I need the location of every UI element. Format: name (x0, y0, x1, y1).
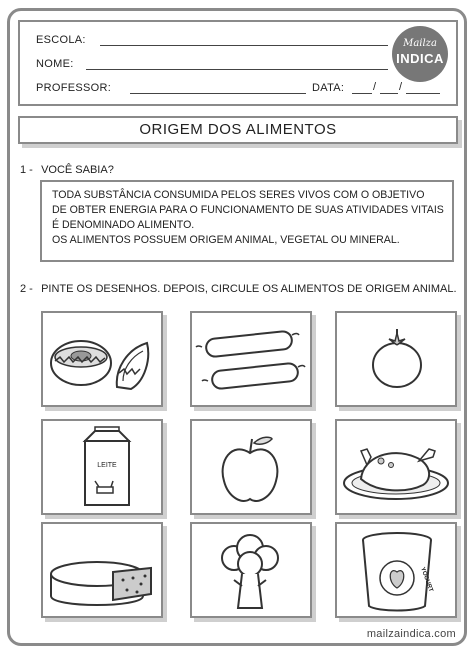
yogurt-icon (337, 524, 455, 616)
question-2 (20, 283, 457, 295)
date-month-field[interactable] (380, 93, 398, 94)
logo-brand-text: INDICA (396, 51, 444, 66)
sausage-icon (192, 313, 310, 405)
food-card-milk[interactable] (41, 419, 163, 515)
school-label: ESCOLA: (36, 34, 86, 46)
food-card-sausage[interactable] (190, 311, 312, 407)
question-2-number: 2 - (20, 283, 33, 295)
food-card-cheese[interactable] (41, 522, 163, 618)
brand-logo (392, 26, 448, 82)
date-year-field[interactable] (406, 93, 440, 94)
milk-carton-icon (43, 421, 161, 513)
question-1-text: VOCÊ SABIA? (41, 164, 114, 176)
question-1 (20, 164, 114, 176)
date-day-field[interactable] (352, 93, 372, 94)
name-label: NOME: (36, 58, 74, 70)
roast-chicken-icon (337, 421, 455, 513)
info-line-4: OS ALIMENTOS POSSUEM ORIGEM ANIMAL, VEGETAL OU MINERAL. (52, 234, 400, 246)
title-box (18, 116, 458, 144)
tomato-icon (337, 313, 455, 405)
date-slash-1: / (373, 81, 377, 93)
date-label: DATA: (312, 82, 345, 94)
apple-icon (192, 421, 310, 513)
food-card-egg[interactable] (41, 311, 163, 407)
food-card-tomato[interactable] (335, 311, 457, 407)
milk-label: LEITE (97, 462, 117, 469)
yogurt-label: YOGURT (419, 566, 434, 593)
logo-script-text: Mailza (403, 38, 437, 49)
food-card-chicken[interactable] (335, 419, 457, 515)
food-card-broccoli[interactable] (190, 522, 312, 618)
cheese-icon (43, 524, 161, 616)
teacher-label: PROFESSOR: (36, 82, 112, 94)
info-box (40, 180, 454, 262)
teacher-field[interactable] (130, 93, 306, 94)
info-line-2: DE OBTER ENERGIA PARA O FUNCIONAMENTO DE SUAS ATIVIDADES VITAIS (52, 204, 444, 216)
page-title: ORIGEM DOS ALIMENTOS (139, 121, 337, 138)
info-line-3: É DENOMINADO ALIMENTO. (52, 219, 195, 231)
name-field[interactable] (86, 69, 388, 70)
footer-website: mailzaindica.com (366, 628, 456, 640)
question-1-number: 1 - (20, 164, 33, 176)
food-card-apple[interactable] (190, 419, 312, 515)
question-2-text: PINTE OS DESENHOS. DEPOIS, CIRCULE OS ALIMENTOS DE ORIGEM ANIMAL. (41, 283, 457, 295)
date-slash-2: / (399, 81, 403, 93)
info-line-1: TODA SUBSTÂNCIA CONSUMIDA PELOS SERES VIVOS COM O OBJETIVO (52, 189, 425, 201)
broccoli-icon (192, 524, 310, 616)
egg-icon (43, 313, 161, 405)
school-field[interactable] (100, 45, 388, 46)
food-card-yogurt[interactable] (335, 522, 457, 618)
